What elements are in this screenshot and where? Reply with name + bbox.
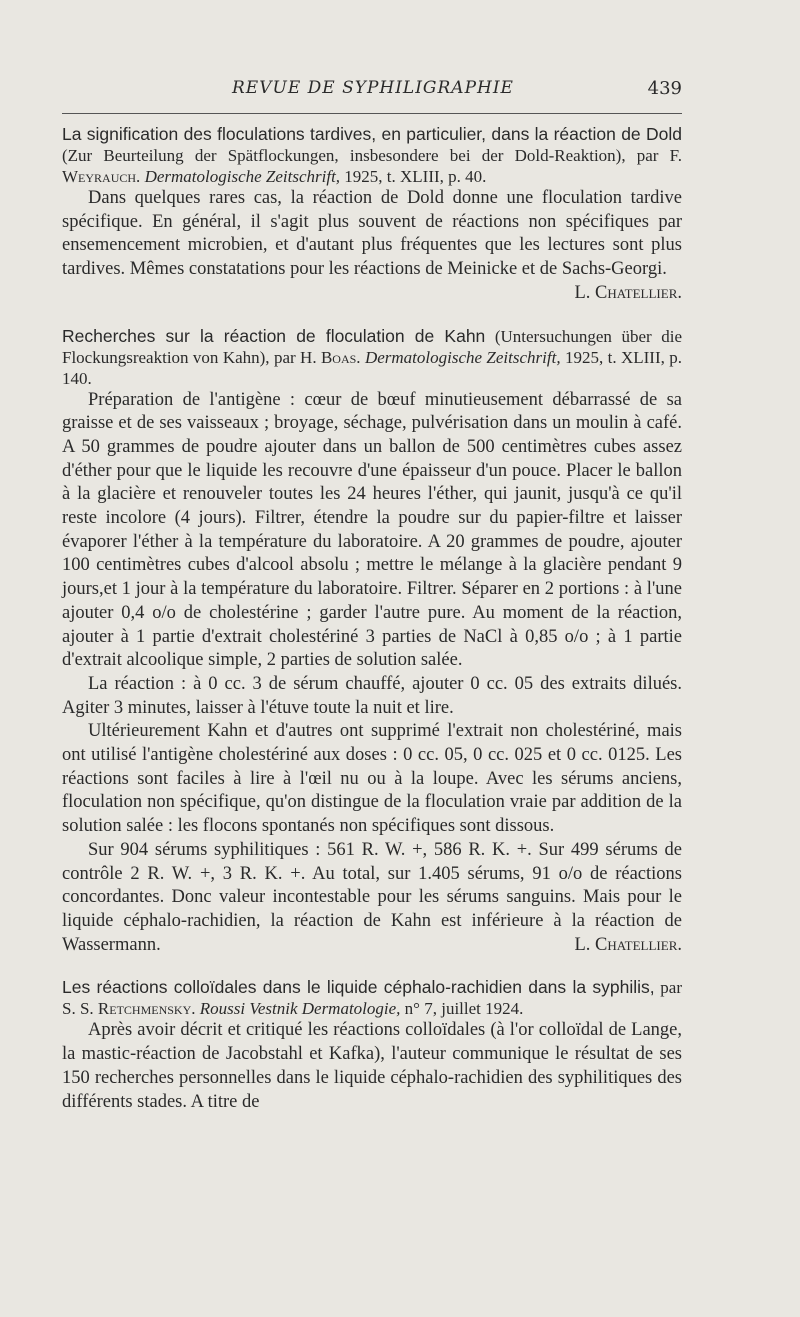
article-dold (62, 124, 682, 306)
article-journal: Roussi Vestnik Dermatologie, (199, 999, 401, 1019)
article-author: F. Weyrauch. (62, 146, 682, 186)
article-kahn (62, 326, 682, 958)
article-title: La signification des floculations tardives, en particulier, dans la réaction de Dold (62, 124, 682, 144)
article-author: S. S. Retchmensky. (62, 999, 196, 1019)
paragraph: Ultérieurement Kahn et d'autres ont supprimé l'extrait non cholestériné, mais ont utilisé l'antigène cholestériné aux doses : 0 cc. 05, 0 cc. 025 et 0 cc. 0125. Les réactions sont faciles à lire à l'œil nu ou à la loupe. Avec les sérums anciens, floculation non spécifique, qu'on distingue de la floculation vraie par addition de la solution salée : les flocons spontanés non spécifiques sont dissous. (62, 721, 682, 837)
article-heading (62, 124, 682, 187)
article-body-end (62, 839, 682, 958)
article-title: Les réactions colloïdales dans le liquide céphalo-rachidien dans la syphilis, (62, 977, 655, 998)
paragraph (62, 839, 682, 958)
article-title: Recherches sur la réaction de floculation de Kahn (62, 325, 486, 346)
header-rule (62, 113, 682, 114)
page-number: 439 (647, 78, 682, 99)
paragraph: Après avoir décrit et critiqué les réactions colloïdales (à l'or colloïdal de Lange, la mastic-réaction de Jacobstahl et Kafka), l'auteur communique le résultat de ses 150 recherches personnelles dans le liquide céphalo-rachidien des syphilitiques des différents stades. A titre de (62, 1020, 682, 1112)
article-subtitle: (Zur Beurteilung der Spätflockungen, insbesondere bei der Dold-Reaktion), par (62, 146, 659, 165)
article-colloidal (62, 977, 682, 1114)
article-reference: 1925, t. XLIII, p. 140. (62, 347, 683, 388)
paragraph-text: Dans quelques rares cas, la réaction de Dold donne une floculation tardive spécifique. En général, il s'agit plus souvent de réactions non spécifiques par ensemencement microbien, et d'autant plus fréquentes que les lectures sont plus tardives. Mêmes constatations pour les réactions de Meinicke et de Sachs-Georgi. (62, 188, 682, 280)
article-body (62, 187, 682, 306)
page-content (62, 124, 682, 1134)
article-author: H. Boas. (300, 347, 361, 367)
paragraph-text: Sur 904 sérums syphilitiques : 561 R. W. +, 586 R. K. +. Sur 499 sérums de contrôle 2 R. W. +, 3 R. K. +. Au total, sur 1.405 sérums, 91 o/o de réactions concordantes. Donc valeur incontestable pour les sérums sanguins. Mais pour le liquide céphalo-rachidien, la réaction de Kahn est inférieure à la réaction de Wassermann. (62, 839, 682, 955)
running-title: REVUE DE SYPHILIGRAPHIE (232, 78, 514, 98)
page-header (62, 78, 682, 108)
article-journal: Dermatologische Zeitschrift, (144, 167, 341, 186)
article-subtitle: (Untersuchungen über die Flockungsreaktion von Kahn), par (62, 326, 682, 367)
article-subtitle: par (660, 978, 683, 998)
article-journal: Dermatologische Zeitschrift, (364, 347, 561, 367)
article-reference: 1925, t. XLIII, p. 40. (344, 167, 487, 186)
article-heading (62, 326, 682, 389)
article-signature: L. Chatellier. (574, 282, 682, 303)
paragraph: Préparation de l'antigène : cœur de bœuf minutieusement débarrassé de sa graisse et de ses vaisseaux ; broyage, séchage, pulvérisation dans un moulin à café. A 50 grammes de poudre ajouter dans un ballon de 500 centimètres cubes assez d'éther pour que le liquide les recouvre d'une épaisseur d'un pouce. Placer le ballon à la glacière et renouveler toutes les 24 heures l'éther, qui jaunit, jusqu'à ce qu'il reste incolore (4 jours). Filtrer, étendre la poudre sur du papier-filtre et laisser évaporer l'éther à la température du laboratoire. A 20 grammes de poudre, ajouter 100 centimètres cubes d'alcool absolu ; mettre le mélange à la glacière pendant 9 jours,et 1 jour à la température du laboratoire. Filtrer. Séparer en 2 portions : à l'une ajouter 0,4 o/o de cholestérine ; garder l'autre pure. Au moment de la réaction, ajouter à 1 partie d'extrait cholestériné 3 parties de NaCl à 0,85 o/o ; à 1 partie d'extrait alcoolique simple, 2 parties de solution salée. (62, 389, 682, 671)
article-signature: L. Chatellier. (574, 934, 682, 955)
paragraph (62, 187, 682, 303)
article-heading (62, 977, 682, 1019)
article-reference: n° 7, juillet 1924. (404, 999, 524, 1019)
paragraph: La réaction : à 0 cc. 3 de sérum chauffé, ajouter 0 cc. 05 des extraits dilués. Agiter 3 minutes, laisser à l'étuve toute la nuit et lire. (62, 673, 682, 718)
